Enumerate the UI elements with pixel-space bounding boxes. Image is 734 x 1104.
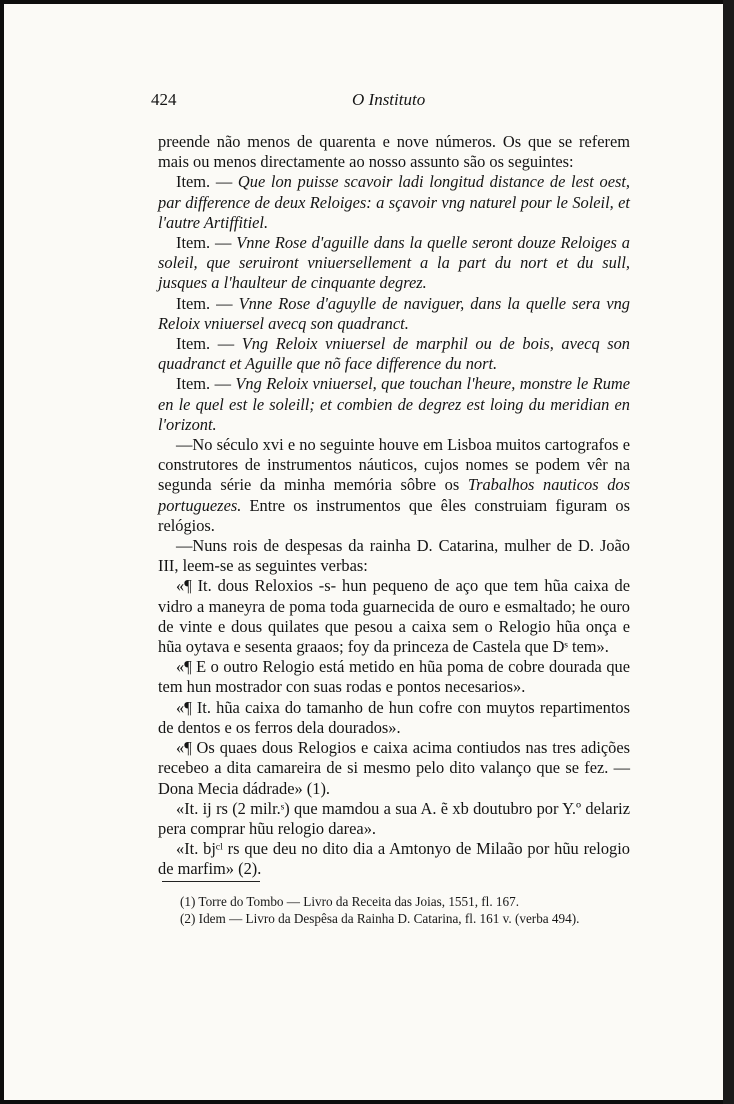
quote-4: «¶ Os quaes dous Relogios e caixa acima contiudos nas tres adições recebeo a dita camareira de si mesmo pelo dito valanço que se fez. — Dona Mecia dádrade» (1). <box>158 738 630 798</box>
quote-6: «It. bjᶜˡ rs que deu no dito dia a Amtonyo de Milaão por hũu relogio de marfim» (2). <box>158 839 630 879</box>
item-label: Item. — <box>176 233 232 253</box>
paragraph-seculo-xvi: —No século xvi e no seguinte houve em Lisboa muitos cartografos e construtores de instrumentos náuticos, cujos nomes se podem vêr na segunda série da minha memória sôbre os Trabalhos nauticos dos portuguezes. Entre os instrumentos que êles construiam figuram os relógios. <box>158 435 630 535</box>
item-1 <box>158 172 630 233</box>
item-text: Vng Reloix vniuersel de marphil ou de bois, avecq son quadranct et Aguille que nõ face difference du nort. <box>158 334 631 374</box>
running-title: O Instituto <box>352 90 426 109</box>
item-label: Item. — <box>176 374 231 394</box>
quote-2: «¶ E o outro Relogio está metido en hũa poma de cobre dourada que tem hun mostrador con suas rodas e pontos necesarios». <box>158 657 630 697</box>
item-text: Vng Reloix vniuersel, que touchan l'heure, monstre le Rume en le quel est le soleill; et combien de degrez est loing du meridian en l'orizont. <box>158 374 630 434</box>
item-5 <box>158 374 630 435</box>
intro-paragraph: preende não menos de quarenta e nove números. Os que se referem mais ou menos directamente ao nosso assunto são os seguintes: <box>158 132 630 172</box>
item-label: Item. — <box>176 172 233 192</box>
footnote-rule <box>162 881 260 882</box>
binding-edge <box>723 0 734 1104</box>
footnotes <box>162 893 630 927</box>
item-3 <box>158 294 630 334</box>
quote-1: «¶ It. dous Reloxios -s- hun pequeno de aço que tem hũa caixa de vidro a maneyra de poma toda guarnecida de ouro e esmaltado; he ouro de vinte e dous quilates que pesou a caixa sem o Relogio hũa onça e hũa oytava e sesenta graaos; foy da princeza de Castela que Dˢ tem». <box>158 576 630 657</box>
item-4 <box>158 334 630 374</box>
item-text: Vnne Rose d'aguille dans la quelle seront douze Reloiges a soleil, que seruiront vniuersellement a la part du nort et du sull, jusques a l'haulteur de cinquante degrez. <box>158 233 630 293</box>
book-page <box>4 4 723 1100</box>
paragraph-rois: —Nuns rois de despesas da rainha D. Catarina, mulher de D. João III, leem-se as seguintes verbas: <box>158 536 630 576</box>
quote-5: «It. ij rs (2 milr.ˢ) que mamdou a sua A. ẽ xb doutubro por Y.º delariz pera comprar hũu relogio darea». <box>158 798 630 838</box>
page-header <box>4 90 723 114</box>
item-text: Que lon puisse scavoir ladi longitud distance de lest oest, par difference de deux Reloiges: a sçavoir vng naturel pour le Soleil, et l'autre Artiffitiel. <box>158 172 630 232</box>
italic-title: Trabalhos nauticos dos portuguezes. <box>158 475 630 515</box>
footnote-2: (2) Idem — Livro da Despêsa da Rainha D. Catarina, fl. 161 v. (verba 494). <box>180 911 580 926</box>
item-label: Item. — <box>176 293 233 313</box>
item-2 <box>158 233 630 294</box>
body-text <box>158 132 630 880</box>
item-text: Vnne Rose d'aguylle de naviguer, dans la quelle sera vng Reloix vniuersel avecq son quadranct. <box>158 293 630 333</box>
item-label: Item. — <box>176 334 235 354</box>
footnote-1: (1) Torre do Tombo — Livro da Receita das Joias, 1551, fl. 167. <box>180 894 520 909</box>
page-number: 424 <box>151 90 177 109</box>
quote-3: «¶ It. hũa caixa do tamanho de hun cofre con muytos repartimentos de dentos e os ferros dela dourados». <box>158 697 630 737</box>
